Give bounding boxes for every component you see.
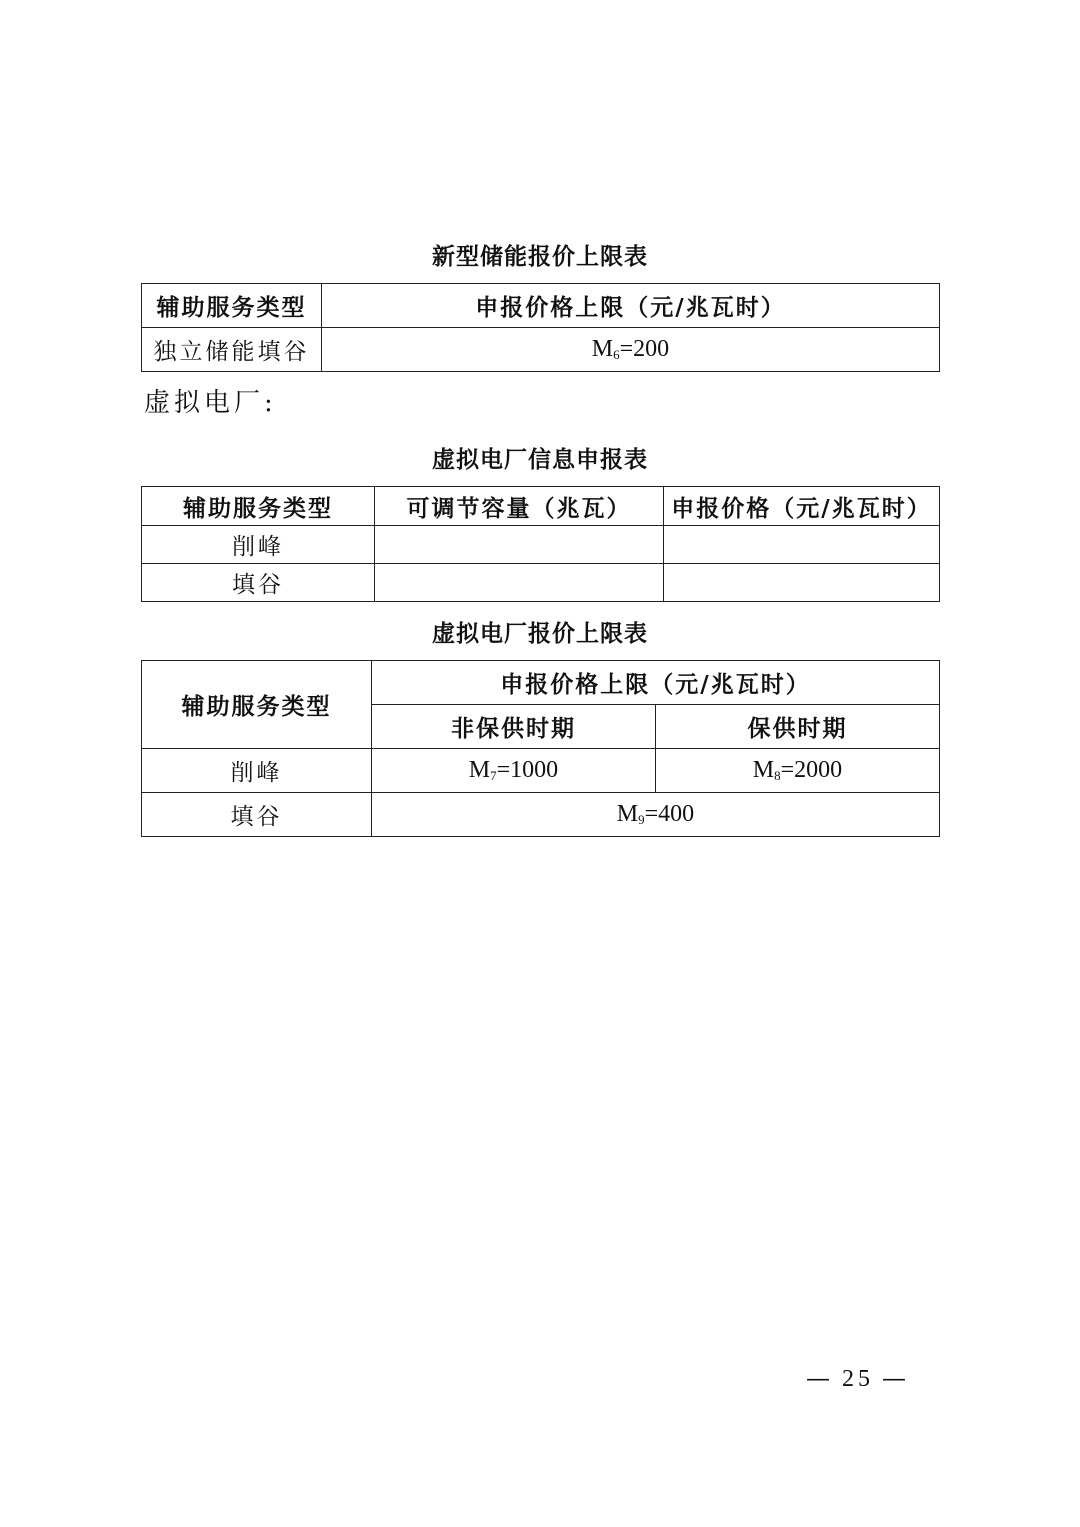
section-label-virtual-power-plant: 虚拟电厂: <box>144 388 277 418</box>
header-service-type: 辅助服务类型 <box>142 661 372 749</box>
row-service-type: 独立储能填谷 <box>142 328 322 372</box>
header-service-type: 辅助服务类型 <box>142 487 375 526</box>
page-dash-right: — <box>882 1364 910 1392</box>
header-guarantee-period: 保供时期 <box>656 705 940 749</box>
cell-capacity <box>375 526 664 564</box>
header-price: 申报价格（元/兆瓦时） <box>664 487 940 526</box>
header-price-limit: 申报价格上限（元/兆瓦时） <box>322 284 940 328</box>
storage-table-title: 新型储能报价上限表 <box>432 244 648 270</box>
row-price-limit: $M_6=200$ <box>322 328 940 372</box>
vpp-info-table-title: 虚拟电厂信息申报表 <box>432 447 648 473</box>
header-price-limit: 申报价格上限（元/兆瓦时） <box>372 661 940 705</box>
vpp-price-limit-table <box>141 660 940 837</box>
header-non-guarantee-period: 非保供时期 <box>372 705 656 749</box>
cell-price <box>664 564 940 602</box>
storage-price-limit-table <box>141 283 940 372</box>
row-service-type: 削峰 <box>142 526 375 564</box>
header-service-type: 辅助服务类型 <box>142 284 322 328</box>
vpp-info-table <box>141 486 940 602</box>
row-service-type: 削峰 <box>142 749 372 793</box>
cell-non-guarantee-limit: $M_7=1000$ <box>372 749 656 793</box>
cell-merged-limit: $M_9=400$ <box>372 793 940 837</box>
page-number-value: 25 <box>842 1366 874 1392</box>
row-service-type: 填谷 <box>142 564 375 602</box>
cell-guarantee-limit: $M_8=2000$ <box>656 749 940 793</box>
page-number <box>806 1364 910 1393</box>
header-capacity: 可调节容量（兆瓦） <box>375 487 664 526</box>
cell-capacity <box>375 564 664 602</box>
cell-price <box>664 526 940 564</box>
row-service-type: 填谷 <box>142 793 372 837</box>
page-dash-left: — <box>806 1364 834 1392</box>
vpp-limit-table-title: 虚拟电厂报价上限表 <box>432 621 648 647</box>
